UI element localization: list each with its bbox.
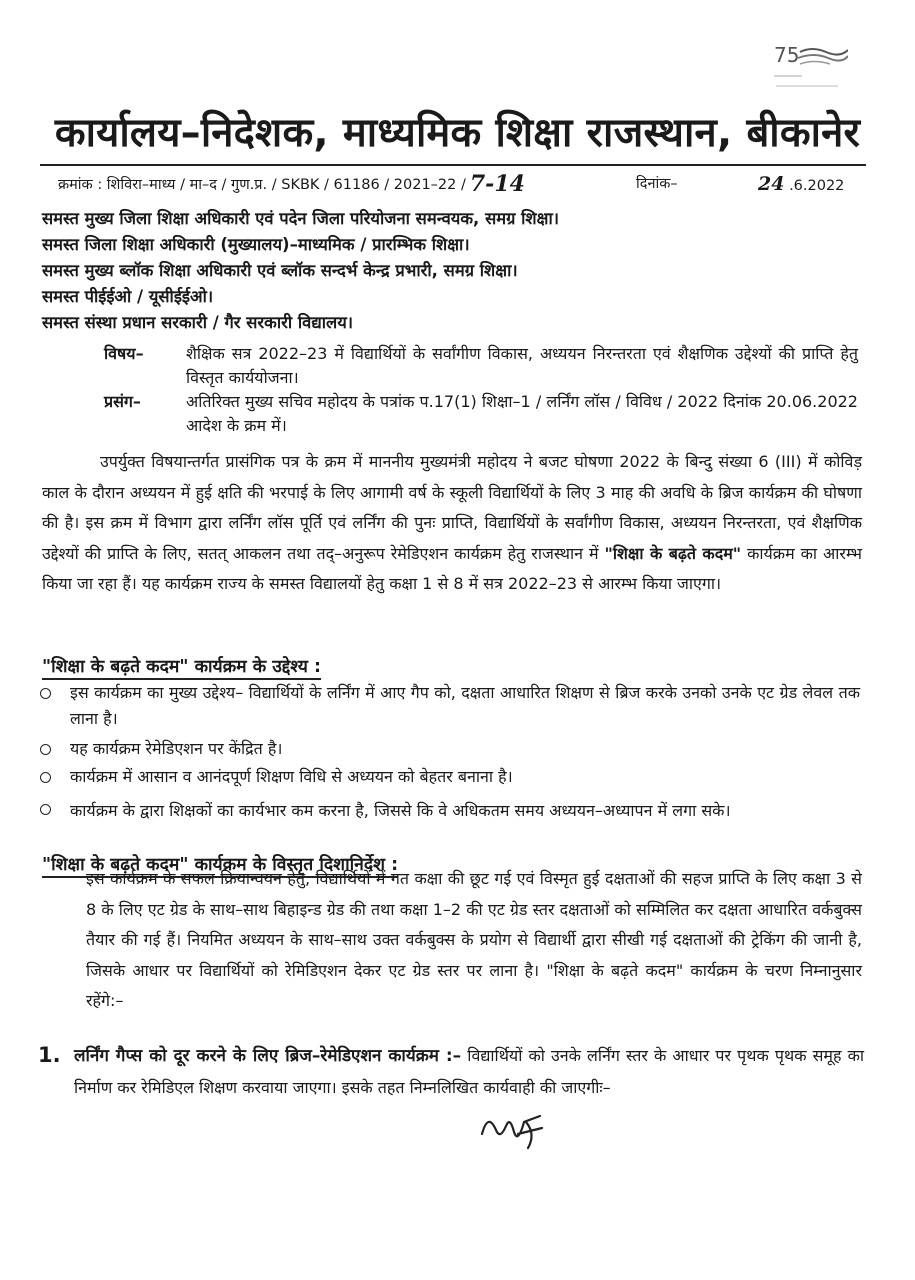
objectives-heading: "शिक्षा के बढ़ते कदम" कार्यक्रम के उद्देश्य : xyxy=(42,654,321,680)
bullet-circle-icon xyxy=(40,688,51,699)
bullet-circle-icon xyxy=(40,772,51,783)
signature-mark-icon xyxy=(478,1104,550,1154)
phase-text xyxy=(74,1040,864,1103)
reference-label: क्रमांक xyxy=(58,177,93,193)
addressee-line: समस्त पीईईओ / यूसीईईओ। xyxy=(42,287,214,306)
reference-number: : शिविरा–माध्य / मा–द / गुण.प्र. / SKBK / 61186 / 2021–22 / xyxy=(97,177,466,193)
reference-block-label: प्रसंग– xyxy=(104,392,141,411)
office-title: कार्यालय–निदेशक, माध्यमिक शिक्षा राजस्थान, बीकानेर xyxy=(54,110,861,156)
reference-block-text: अतिरिक्त मुख्य सचिव महोदय के पत्रांक प.17(1) शिक्षा–1 / लर्निंग लॉस / विविध / 2022 दिनांक 20.06.2022 आदेश के क्रम में। xyxy=(186,392,858,435)
bullet-circle-icon xyxy=(40,744,51,755)
title-underline xyxy=(40,164,866,166)
reference-handwritten: 7-14 xyxy=(469,171,525,197)
addressee-line: समस्त जिला शिक्षा अधिकारी (मुख्यालय)–माध्यमिक / प्रारम्भिक शिक्षा। xyxy=(42,235,470,254)
bullet-circle-icon xyxy=(40,804,51,815)
date-handwritten: 24 xyxy=(758,173,785,195)
phase-title: लर्निंग गैप्स को दूर करने के लिए ब्रिज–रेमेडिएशन कार्यक्रम :– xyxy=(74,1046,462,1066)
body-paragraph xyxy=(42,447,862,600)
phase-number: 1. xyxy=(38,1043,61,1067)
guidelines-paragraph: इस कार्यक्रम के सफल क्रियान्वयन हेतु, विद्यार्थियों में गत कक्षा की छूट गई एवं विस्मृत हुई दक्षताओं की सहज प्राप्ति के लिए कक्षा 3 से 8 के लिए एट ग्रेड के साथ–साथ बिहाइन्ड ग्रेड की तथा कक्षा 1–2 की एट ग्रेड स्तर दक्षताओं को सम्मिलित कर दक्षता आधारित वर्कबुक्स तैयार की गई हैं। नियमित अध्ययन के साथ–साथ उक्त वर्कबुक्स के प्रयोग से विद्यार्थी द्वारा सीखी गई दक्षताओं की ट्रेकिंग की जानी है, जिसके आधार पर विद्यार्थियों को रेमिडिएशन देकर एट ग्रेड स्तर पर लाना है। "शिक्षा के बढ़ते कदम" कार्यक्रम के चरण निम्नानुसार रहेंगे:– xyxy=(86,869,862,1010)
logo-number: 75 xyxy=(774,43,800,67)
date-printed: .6.2022 xyxy=(789,178,845,194)
date-value xyxy=(758,170,844,200)
program-name-highlight: "शिक्षा के बढ़ते कदम" xyxy=(604,543,742,563)
guidelines-heading: "शिक्षा के बढ़ते कदम" कार्यक्रम के विस्तृत दिशानिर्देश : xyxy=(42,852,398,878)
subject-label: विषय– xyxy=(104,344,144,363)
azadi-75-logo-icon xyxy=(768,38,848,98)
letter-page: 75 कार्यालय–निदेशक, माध्यमिक शिक्षा राजस्थान, बीकानेर क्रमांक : शिविरा–माध्य / मा–द / गुण.प्र. / SKBK / 61186 / 2021–22 / 7-14 दिनांक– 24 .6.2022 समस्त मुख्य जिला शिक्षा अधिकारी एवं पदेन जिला परियोजना समन्वयक, समग्र शिक्षा। समस्त जिला शिक्षा अधिकारी (मुख्यालय)–माध्यमिक / प्रारम्भिक शिक्षा। समस्त मुख्य ब्लॉक शिक्षा अधिकारी एवं ब्लॉक सन्दर्भ केन्द्र प्रभारी, समग्र शिक्षा। समस्त पीईईओ / यूसीईईओ। समस्त संस्था प्रधान सरकारी / गैर सरकारी विद्यालय। विषय– शैक्षिक सत्र 2022–23 में विद्यार्थियों के सर्वांगीण विकास, अध्ययन निरन्तरता एवं शैक्षणिक उद्देश्यों की प्राप्ति हेतु विस्तृत कार्ययोजना। प्रसंग– अतिरिक्त मुख्य सचिव महोदय के पत्रांक प.17(1) शिक्षा–1 / लर्निंग लॉस / विविध / 2022 दिनांक 20.06.2022 आदेश के क्रम में। उपर्युक्त विषयान्तर्गत प्रासंगिक पत्र के क्रम में माननीय मुख्यमंत्री महोदय ने बजट घोषणा 2022 के बिन्दु संख्या 6 (III) में कोविड़ काल के दौरान अध्ययन में हुई क्षति की भरपाई के लिए आगामी वर्ष के स्कूली विद्यार्थियों के लिए 3 माह की अवधि के ब्रिज कार्यक्रम की घोषणा की है। इस क्रम में विभाग द्वारा लर्निंग लॉस पूर्ति एवं लर्निंग की पुनः प्राप्ति, विद्यार्थियों के सर्वांगीण विकास, अध्ययन निरन्तरता, एवं शैक्षणिक उद्देश्यों की प्राप्ति के लिए, सतत् आकलन तथा तद्–अनुरूप रेमेडिएशन कार्यक्रम हेतु राजस्थान में "शिक्षा के बढ़ते कदम" कार्यक्रम का आरम्भ किया जा रहा हैं। यह कार्यक्रम राज्य के समस्त विद्यालयों हेतु कक्षा 1 से 8 में सत्र 2022–23 से आरम्भ किया जाएगा। "शिक्षा के बढ़ते कदम" कार्यक्रम के उद्देश्य : इस कार्यक्रम का मुख्य उद्देश्य– विद्यार्थियों के लर्निंग में आए गैप को, दक्षता आधारित शिक्षण से ब्रिज करके उनको उनके एट ग्रेड लेवल तक लाना है। यह कार्यक्रम रेमेडिएशन पर केंद्रित है। कार्यक्रम में आसान व आनंदपूर्ण शिक्षण विधि से अध्ययन को बेहतर बनाना है। कार्यक्रम के द्वारा शिक्षकों का कार्यभार कम करना है, जिससे कि वे अधिकतम समय अध्ययन–अध्यापन में लगा सके। "शिक्षा के बढ़ते कदम" कार्यक्रम के विस्तृत दिशानिर्देश : इस कार्यक्रम के सफल क्रियान्वयन हेतु, विद्यार्थियों में गत कक्षा की छूट गई एवं विस्मृत हुई दक्षताओं की सहज प्राप्ति के लिए कक्षा 3 से 8 के लिए एट ग्रेड के साथ–साथ बिहाइन्ड ग्रेड की तथा कक्षा 1–2 की एट ग्रेड स्तर दक्षताओं को सम्मिलित कर दक्षता आधारित वर्कबुक्स तैयार की गई हैं। नियमित अध्ययन के साथ–साथ उक्त वर्कबुक्स के प्रयोग से विद्यार्थी द्वारा सीखी गई दक्षताओं की ट्रेकिंग की जानी है, जिसके आधार पर विद्यार्थियों को रेमिडिएशन देकर एट ग्रेड स्तर पर लाना है। "शिक्षा के बढ़ते कदम" कार्यक्रम के चरण निम्नानुसार रहेंगे:– 1. लर्निंग गैप्स को दूर करने के लिए ब्रिज–रेमेडिएशन कार्यक्रम :– विद्यार्थियों को उनके लर्निंग स्तर के आधार पर पृथक पृथक समूह का निर्माण कर रेमिडिएल शिक्षण करवाया जाएगा। इसके तहत निम्नलिखित कार्यवाही की जाएगीः– xyxy=(0,0,915,1280)
addressee-line: समस्त मुख्य ब्लॉक शिक्षा अधिकारी एवं ब्लॉक सन्दर्भ केन्द्र प्रभारी, समग्र शिक्षा। xyxy=(42,261,518,280)
reference-line xyxy=(58,170,858,198)
subject-text: शैक्षिक सत्र 2022–23 में विद्यार्थियों के सर्वांगीण विकास, अध्ययन निरन्तरता एवं शैक्षणिक उद्देश्यों की प्राप्ति हेतु विस्तृत कार्ययोजना। xyxy=(186,344,858,387)
phase-description: विद्यार्थियों को उनके लर्निंग स्तर के आधार पर पृथक पृथक समूह का निर्माण कर रेमिडिएल शिक्षण करवाया जाएगा। इसके तहत निम्नलिखित कार्यवाही की जाएगीः– xyxy=(74,1046,865,1097)
body-paragraph-part1: उपर्युक्त विषयान्तर्गत प्रासंगिक पत्र के क्रम में माननीय मुख्यमंत्री महोदय ने बजट घोषणा 2022 के बिन्दु संख्या 6 (III) में कोविड़ काल के दौरान अध्ययन में हुई क्षति की भरपाई के लिए आगामी वर्ष के स्कूली विद्यार्थियों के लिए 3 माह की अवधि के ब्रिज कार्यक्रम की घोषणा की है। इस क्रम में विभाग द्वारा लर्निंग लॉस पूर्ति एवं लर्निंग की पुनः प्राप्ति, विद्यार्थियों के सर्वांगीण विकास, अध्ययन निरन्तरता, एवं शैक्षणिक उद्देश्यों की प्राप्ति के लिए, सतत् आकलन तथा तद्–अनुरूप रेमेडिएशन कार्यक्रम हेतु राजस्थान में xyxy=(42,452,862,563)
addressee-line: समस्त संस्था प्रधान सरकारी / गैर सरकारी विद्यालय। xyxy=(42,313,354,332)
body-paragraph-part2: कार्यक्रम का आरम्भ किया जा रहा हैं। यह कार्यक्रम राज्य के समस्त विद्यालयों हेतु कक्षा 1 से 8 में सत्र 2022–23 से आरम्भ किया जाएगा। xyxy=(42,543,862,593)
addressee-line: समस्त मुख्य जिला शिक्षा अधिकारी एवं पदेन जिला परियोजना समन्वयक, समग्र शिक्षा। xyxy=(42,209,559,228)
date-label: दिनांक– xyxy=(636,176,678,192)
